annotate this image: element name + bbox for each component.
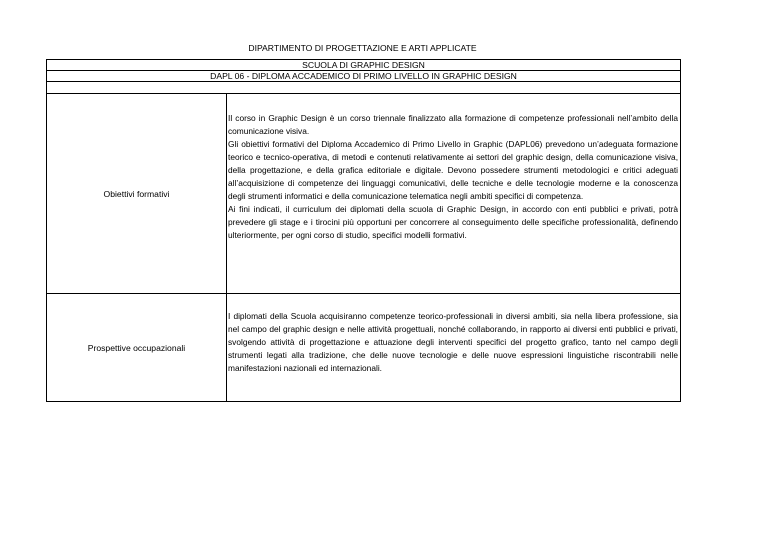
objectives-paragraph: Gli obiettivi formativi del Diploma Accademico di Primo Livello in Graphic (DAPL06) prevedono un’adeguata formazione teorico e tecnico-operativa, di metodi e contenuti relativamente ai settori del graphic design, della comunicazione visiva, della progettazione, e della grafica editoriale e digitale. Devono possedere strumenti metodologici e critici adeguati all’acquisizione di competenze dei linguaggi comunicativi, delle tecniche e delle tecnologie moderne e la conoscenza degli strumenti informatici e della comunicazione telematica negli ambiti specifici di competenza. [228, 139, 679, 202]
prospects-label: Prospettive occupazionali [47, 294, 227, 402]
school-title: SCUOLA DI GRAPHIC DESIGN [47, 60, 681, 71]
diploma-row [47, 71, 681, 82]
objectives-paragraph: Ai fini indicati, il curriculum dei diplomati della scuola di Graphic Design, in accordo con enti pubblici e privati, potrà prevedere gli stage e i tirocini più opportuni per concorrere al conseguimento delle specifiche professionalità, definendo ulteriormente, per ogni corso di studio, specifici modelli formativi. [228, 204, 679, 241]
empty-cell [47, 82, 681, 94]
objectives-paragraph: Il corso in Graphic Design è un corso triennale finalizzato alla formazione di competenze professionali nell’ambito della comunicazione visiva. [228, 113, 679, 137]
prospects-row [47, 294, 681, 402]
prospects-paragraph: I diplomati della Scuola acquisiranno competenze teorico-professionali in diversi ambiti, sia nella libera professione, sia nel campo del graphic design e nelle attività progettuali, nonché collaborando, in rapporto ai diversi enti pubblici e privati, svolgendo attività di progettazione e attuazione degli interventi specifici del progetto grafico, tanto nel campo degli strumenti legati alla tradizione, che delle nuove tecnologie e delle nuove espressioni linguistiche riscontrabili nelle manifestazioni nazionali ed internazionali. [228, 311, 679, 374]
diploma-title: DAPL 06 - DIPLOMA ACCADEMICO DI PRIMO LIVELLO IN GRAPHIC DESIGN [47, 71, 681, 82]
objectives-row [47, 94, 681, 294]
spacer-row [47, 82, 681, 94]
school-row [47, 60, 681, 71]
department-title: DIPARTIMENTO DI PROGETTAZIONE E ARTI APPLICATE [248, 43, 477, 53]
objectives-label: Obiettivi formativi [47, 94, 227, 294]
prospects-content [227, 294, 681, 402]
course-table [46, 59, 681, 402]
objectives-content [227, 94, 681, 294]
